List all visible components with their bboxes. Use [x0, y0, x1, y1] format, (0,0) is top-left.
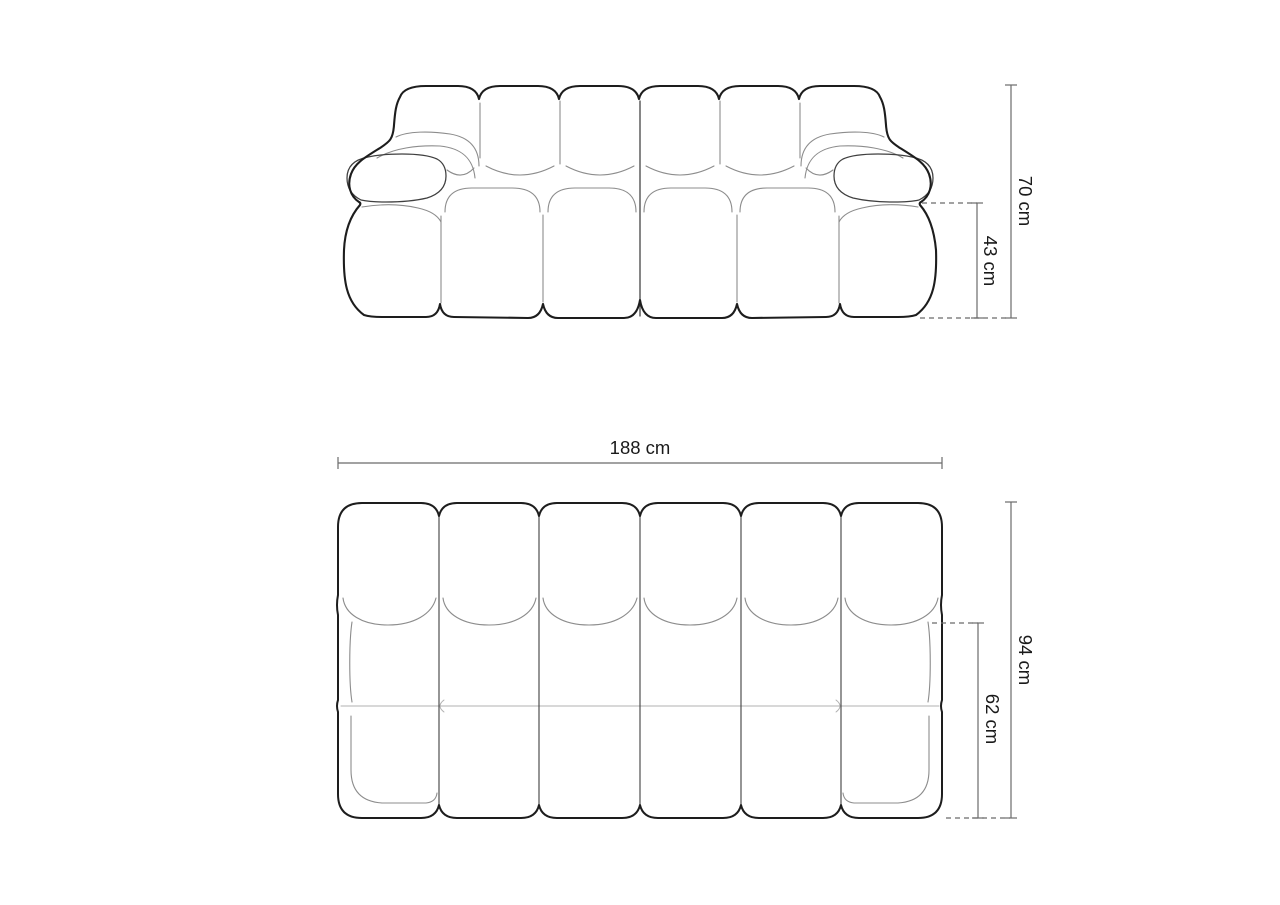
seat-depth-label: 62 cm: [982, 693, 1003, 745]
front-view-armrests: [347, 101, 933, 316]
sofa-top-view: [337, 503, 942, 818]
dimension-labels: [610, 176, 1036, 744]
top-view-module-seams: [439, 516, 841, 806]
width-dimension-line: [338, 457, 942, 469]
depth-label: 94 cm: [1015, 634, 1036, 686]
height-label: 70 cm: [1015, 175, 1036, 227]
sofa-front-view: [344, 86, 936, 318]
seat-height-label: 43 cm: [980, 235, 1001, 287]
dimension-lines: [338, 85, 1017, 818]
width-label: 188 cm: [609, 437, 671, 458]
